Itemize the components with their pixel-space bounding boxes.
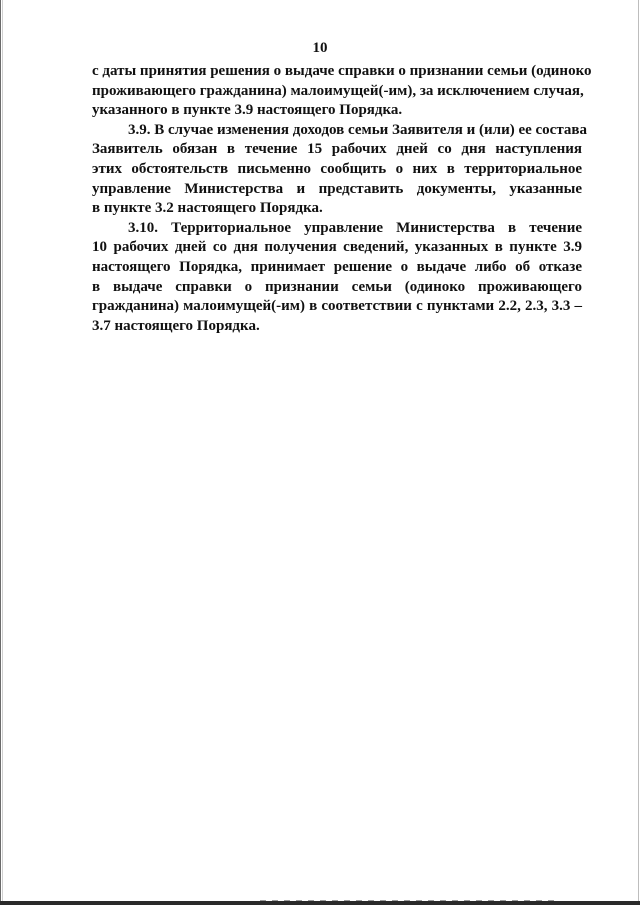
paragraph-3-10-start: 3.10. Территориальное управление Министерства в течение [128, 219, 582, 236]
text-line: 10 рабочих дней со дня получения сведений, указанных в пункте 3.9 [92, 239, 582, 256]
text-line: с даты принятия решения о выдаче справки о признании семьи (одиноко [92, 63, 592, 79]
text-line: в выдаче справки о признании семьи (одиноко проживающего [92, 278, 582, 295]
paragraph-3-9-start: 3.9. В случае изменения доходов семьи Заявителя и (или) ее состава [128, 121, 587, 138]
document-body [92, 62, 592, 336]
text-line: гражданина) малоимущей(-им) в соответствии с пунктами 2.2, 2.3, 3.3 – [92, 298, 582, 315]
text-line: указанного в пункте 3.9 настоящего Порядка. [92, 102, 403, 119]
text-line: этих обстоятельств письменно сообщить о них в территориальное [92, 160, 582, 177]
page-scan-edge-left-inner [2, 0, 3, 905]
page-scan-artifact-bottom [260, 900, 560, 901]
page-scan-edge-bottom [0, 901, 640, 905]
text-line: проживающего гражданина) малоимущей(-им), за исключением случая, [92, 82, 584, 99]
text-line: в пункте 3.2 настоящего Порядка. [92, 200, 323, 217]
text-line: Заявитель обязан в течение 15 рабочих дней со дня наступления [92, 141, 582, 158]
page-number: 10 [312, 40, 328, 56]
text-line: настоящего Порядка, принимает решение о выдаче либо об отказе [92, 258, 582, 275]
page-scan-edge-right [638, 0, 639, 905]
text-line: управление Министерства и представить документы, указанные [92, 180, 582, 197]
text-line: 3.7 настоящего Порядка. [92, 317, 260, 334]
page-scan-edge-left [0, 0, 1, 905]
